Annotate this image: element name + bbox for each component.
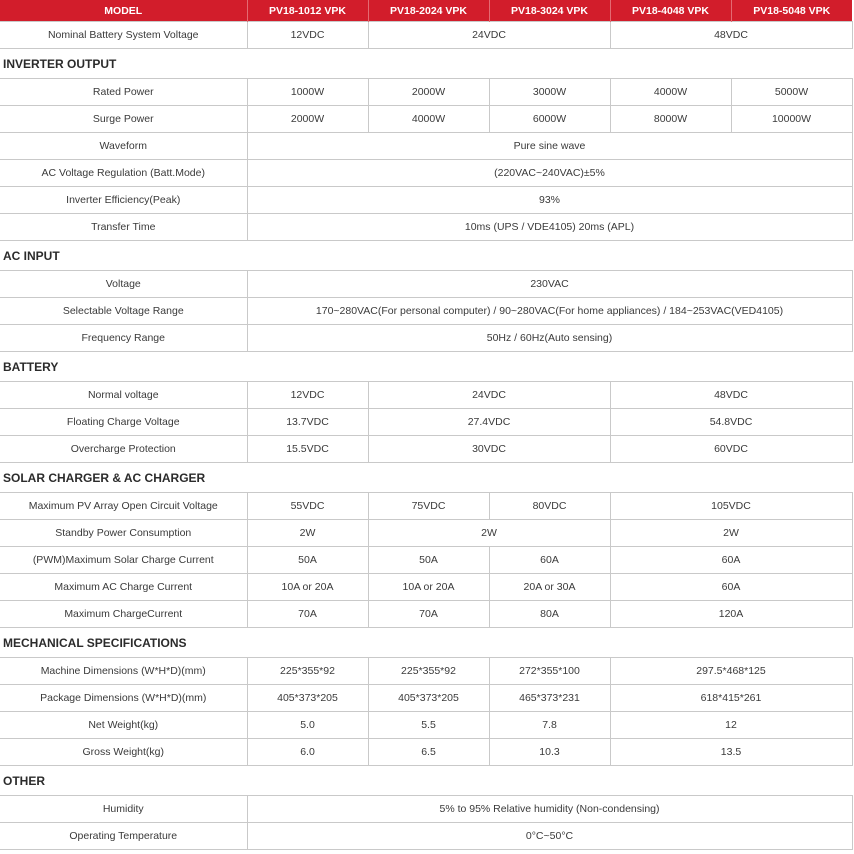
spec-value: 50Hz / 60Hz(Auto sensing)	[247, 325, 852, 352]
spec-value: 2W	[368, 520, 610, 547]
spec-label: Maximum ChargeCurrent	[0, 601, 247, 628]
section-heading: OTHER	[0, 766, 852, 796]
spec-row	[0, 520, 852, 547]
section-row	[0, 49, 852, 79]
section-heading: BATTERY	[0, 352, 852, 382]
spec-row	[0, 685, 852, 712]
spec-value: 5000W	[731, 79, 852, 106]
spec-value: 24VDC	[368, 382, 610, 409]
spec-row	[0, 325, 852, 352]
spec-value: 24VDC	[368, 22, 610, 49]
spec-value: 0°C~50°C	[247, 823, 852, 850]
spec-value: 55VDC	[247, 493, 368, 520]
header-model: PV18-3024 VPK	[489, 0, 610, 22]
spec-value: 12VDC	[247, 22, 368, 49]
spec-value: 405*373*205	[368, 685, 489, 712]
spec-value: 10A or 20A	[247, 574, 368, 601]
section-row	[0, 352, 852, 382]
spec-value: 70A	[368, 601, 489, 628]
spec-value: 70A	[247, 601, 368, 628]
section-row	[0, 628, 852, 658]
spec-row	[0, 823, 852, 850]
spec-value: 618*415*261	[610, 685, 852, 712]
section-heading: SOLAR CHARGER & AC CHARGER	[0, 463, 852, 493]
spec-value: 27.4VDC	[368, 409, 610, 436]
spec-label: Surge Power	[0, 106, 247, 133]
spec-row	[0, 574, 852, 601]
spec-value: 297.5*468*125	[610, 658, 852, 685]
spec-value: 2000W	[368, 79, 489, 106]
spec-value: 60A	[489, 547, 610, 574]
header-model: PV18-1012 VPK	[247, 0, 368, 22]
spec-row	[0, 271, 852, 298]
section-heading: AC INPUT	[0, 241, 852, 271]
spec-value: 120A	[610, 601, 852, 628]
spec-value: 230VAC	[247, 271, 852, 298]
spec-row	[0, 409, 852, 436]
spec-value: 10ms (UPS / VDE4105) 20ms (APL)	[247, 214, 852, 241]
spec-value: 405*373*205	[247, 685, 368, 712]
spec-row	[0, 160, 852, 187]
spec-row	[0, 796, 852, 823]
header-model: PV18-4048 VPK	[610, 0, 731, 22]
section-row	[0, 463, 852, 493]
spec-value: 10000W	[731, 106, 852, 133]
spec-value: 2W	[610, 520, 852, 547]
spec-row	[0, 187, 852, 214]
spec-label: Standby Power Consumption	[0, 520, 247, 547]
spec-label: Normal voltage	[0, 382, 247, 409]
spec-value: 8000W	[610, 106, 731, 133]
section-heading: INVERTER OUTPUT	[0, 49, 852, 79]
header-row	[0, 0, 852, 22]
spec-value: 272*355*100	[489, 658, 610, 685]
spec-value: 465*373*231	[489, 685, 610, 712]
spec-value: 48VDC	[610, 22, 852, 49]
spec-label: Inverter Efficiency(Peak)	[0, 187, 247, 214]
spec-value: 3000W	[489, 79, 610, 106]
spec-row	[0, 106, 852, 133]
spec-value: 5% to 95% Relative humidity (Non-condensing)	[247, 796, 852, 823]
spec-label: AC Voltage Regulation (Batt.Mode)	[0, 160, 247, 187]
section-row	[0, 241, 852, 271]
section-heading: MECHANICAL SPECIFICATIONS	[0, 628, 852, 658]
spec-value: 6.0	[247, 739, 368, 766]
spec-label: Net Weight(kg)	[0, 712, 247, 739]
spec-value: 30VDC	[368, 436, 610, 463]
spec-label: Floating Charge Voltage	[0, 409, 247, 436]
header-model-label: MODEL	[0, 0, 247, 22]
spec-row	[0, 712, 852, 739]
spec-label: (PWM)Maximum Solar Charge Current	[0, 547, 247, 574]
spec-value: 54.8VDC	[610, 409, 852, 436]
spec-value: Pure sine wave	[247, 133, 852, 160]
spec-value: 60A	[610, 547, 852, 574]
spec-value: 225*355*92	[368, 658, 489, 685]
spec-row	[0, 79, 852, 106]
spec-value: 50A	[247, 547, 368, 574]
spec-label: Package Dimensions (W*H*D)(mm)	[0, 685, 247, 712]
header-model: PV18-5048 VPK	[731, 0, 852, 22]
spec-label: Humidity	[0, 796, 247, 823]
spec-label: Voltage	[0, 271, 247, 298]
spec-label: Maximum PV Array Open Circuit Voltage	[0, 493, 247, 520]
spec-value: 2000W	[247, 106, 368, 133]
spec-value: 12	[610, 712, 852, 739]
spec-value: 20A or 30A	[489, 574, 610, 601]
spec-value: 48VDC	[610, 382, 852, 409]
spec-label: Operating Temperature	[0, 823, 247, 850]
spec-value: 10.3	[489, 739, 610, 766]
spec-value: 4000W	[610, 79, 731, 106]
spec-row	[0, 739, 852, 766]
spec-row	[0, 436, 852, 463]
spec-value: 7.8	[489, 712, 610, 739]
spec-value: 1000W	[247, 79, 368, 106]
spec-label: Frequency Range	[0, 325, 247, 352]
spec-row	[0, 547, 852, 574]
spec-label: Gross Weight(kg)	[0, 739, 247, 766]
spec-value: 75VDC	[368, 493, 489, 520]
section-row	[0, 766, 852, 796]
spec-value: 60A	[610, 574, 852, 601]
spec-row	[0, 214, 852, 241]
spec-row	[0, 601, 852, 628]
spec-row	[0, 298, 852, 325]
spec-value: 4000W	[368, 106, 489, 133]
spec-label: Rated Power	[0, 79, 247, 106]
spec-body	[0, 22, 852, 850]
spec-label: Machine Dimensions (W*H*D)(mm)	[0, 658, 247, 685]
spec-value: 2W	[247, 520, 368, 547]
spec-value: 170~280VAC(For personal computer) / 90~280VAC(For home appliances) / 184~253VAC(VED4105)	[247, 298, 852, 325]
spec-row	[0, 493, 852, 520]
spec-value: 80VDC	[489, 493, 610, 520]
spec-value: 225*355*92	[247, 658, 368, 685]
spec-value: 60VDC	[610, 436, 852, 463]
spec-value: 6.5	[368, 739, 489, 766]
spec-value: 50A	[368, 547, 489, 574]
spec-value: 13.5	[610, 739, 852, 766]
spec-label: Overcharge Protection	[0, 436, 247, 463]
spec-value: 93%	[247, 187, 852, 214]
spec-row	[0, 133, 852, 160]
spec-row	[0, 22, 852, 49]
header-model: PV18-2024 VPK	[368, 0, 489, 22]
spec-row	[0, 658, 852, 685]
spec-value: 12VDC	[247, 382, 368, 409]
spec-value: (220VAC~240VAC)±5%	[247, 160, 852, 187]
spec-value: 5.5	[368, 712, 489, 739]
spec-label: Nominal Battery System Voltage	[0, 22, 247, 49]
spec-value: 6000W	[489, 106, 610, 133]
spec-value: 10A or 20A	[368, 574, 489, 601]
spec-label: Waveform	[0, 133, 247, 160]
spec-value: 15.5VDC	[247, 436, 368, 463]
spec-value: 105VDC	[610, 493, 852, 520]
spec-value: 13.7VDC	[247, 409, 368, 436]
spec-value: 80A	[489, 601, 610, 628]
spec-row	[0, 382, 852, 409]
spec-label: Transfer Time	[0, 214, 247, 241]
spec-value: 5.0	[247, 712, 368, 739]
spec-label: Maximum AC Charge Current	[0, 574, 247, 601]
spec-label: Selectable Voltage Range	[0, 298, 247, 325]
